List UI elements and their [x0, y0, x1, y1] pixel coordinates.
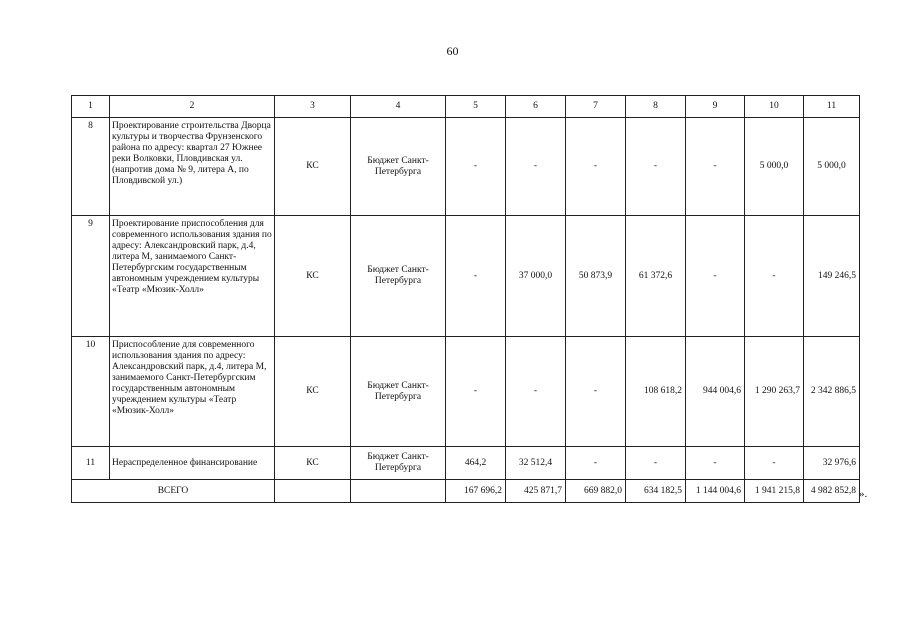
column-header: 11 [804, 96, 860, 118]
row-value: - [446, 216, 506, 337]
row-value: - [506, 118, 566, 216]
total-label: ВСЕГО [72, 480, 275, 503]
column-header: 3 [275, 96, 351, 118]
row-value: 149 246,5 [804, 216, 860, 337]
row-value: 5 000,0 [804, 118, 860, 216]
row-value: 32 976,6 [804, 447, 860, 480]
column-header: 9 [686, 96, 745, 118]
row-source: Бюджет Санкт-Петербурга [351, 337, 446, 447]
closing-quote-mark: ». [859, 488, 868, 500]
row-value: 50 873,9 [566, 216, 626, 337]
column-header: 5 [446, 96, 506, 118]
row-code: КС [275, 447, 351, 480]
row-value: 108 618,2 [626, 337, 686, 447]
total-value: 4 982 852,8 [804, 480, 860, 503]
budget-table [71, 95, 860, 503]
row-value: - [446, 118, 506, 216]
column-header: 7 [566, 96, 626, 118]
row-value: - [686, 447, 745, 480]
column-header: 4 [351, 96, 446, 118]
row-value: 464,2 [446, 447, 506, 480]
row-number: 8 [72, 118, 110, 216]
page-number: 60 [446, 44, 459, 58]
row-value: 32 512,4 [506, 447, 566, 480]
row-value: - [506, 337, 566, 447]
total-value: 425 871,7 [506, 480, 566, 503]
row-name: Проектирование строительства Дворца культуры и творчества Фрунзенского района по адресу: квартал 27 Южнее реки Волковки, Пловдивская ул. (напротив дома № 9, литера А, по Пловдивской ул.) [110, 118, 275, 216]
row-value: 61 372,6 [626, 216, 686, 337]
row-value: - [626, 447, 686, 480]
row-value: 37 000,0 [506, 216, 566, 337]
total-value: 167 696,2 [446, 480, 506, 503]
row-value: 1 290 263,7 [745, 337, 804, 447]
table-row [72, 447, 860, 480]
total-row [72, 480, 860, 503]
row-code: КС [275, 216, 351, 337]
table-row [72, 337, 860, 447]
total-value: 634 182,5 [626, 480, 686, 503]
column-header: 1 [72, 96, 110, 118]
row-value: - [566, 118, 626, 216]
row-number: 11 [72, 447, 110, 480]
row-value: - [686, 216, 745, 337]
row-code: КС [275, 118, 351, 216]
total-value: 1 144 004,6 [686, 480, 745, 503]
row-code: КС [275, 337, 351, 447]
table-header-row [72, 96, 860, 118]
column-header: 10 [745, 96, 804, 118]
row-value: 2 342 886,5 [804, 337, 860, 447]
column-header: 2 [110, 96, 275, 118]
row-value: - [745, 447, 804, 480]
empty-cell [351, 480, 446, 503]
empty-cell [275, 480, 351, 503]
row-value: - [566, 337, 626, 447]
row-source: Бюджет Санкт-Петербурга [351, 447, 446, 480]
row-value: 944 004,6 [686, 337, 745, 447]
total-value: 1 941 215,8 [745, 480, 804, 503]
row-number: 10 [72, 337, 110, 447]
row-source: Бюджет Санкт-Петербурга [351, 216, 446, 337]
row-source: Бюджет Санкт-Петербурга [351, 118, 446, 216]
column-header: 8 [626, 96, 686, 118]
row-name: Проектирование приспособления для современного использования здания по адресу: Александровский парк, д.4, литера М, занимаемого Санкт-Петербургским государственным автономным учреждением культуры «Театр «Мюзик-Холл» [110, 216, 275, 337]
row-name: Нераспределенное финансирование [110, 447, 275, 480]
table-row [72, 216, 860, 337]
row-value: 5 000,0 [745, 118, 804, 216]
row-value: - [686, 118, 745, 216]
total-value: 669 882,0 [566, 480, 626, 503]
column-header: 6 [506, 96, 566, 118]
row-value: - [626, 118, 686, 216]
row-value: - [745, 216, 804, 337]
row-name: Приспособление для современного использования здания по адресу: Александровский парк, д.4, литера М, занимаемого Санкт-Петербургским государственным автономным учреждением культуры «Театр «Мюзик-Холл» [110, 337, 275, 447]
row-number: 9 [72, 216, 110, 337]
row-value: - [446, 337, 506, 447]
table-row [72, 118, 860, 216]
row-value: - [566, 447, 626, 480]
